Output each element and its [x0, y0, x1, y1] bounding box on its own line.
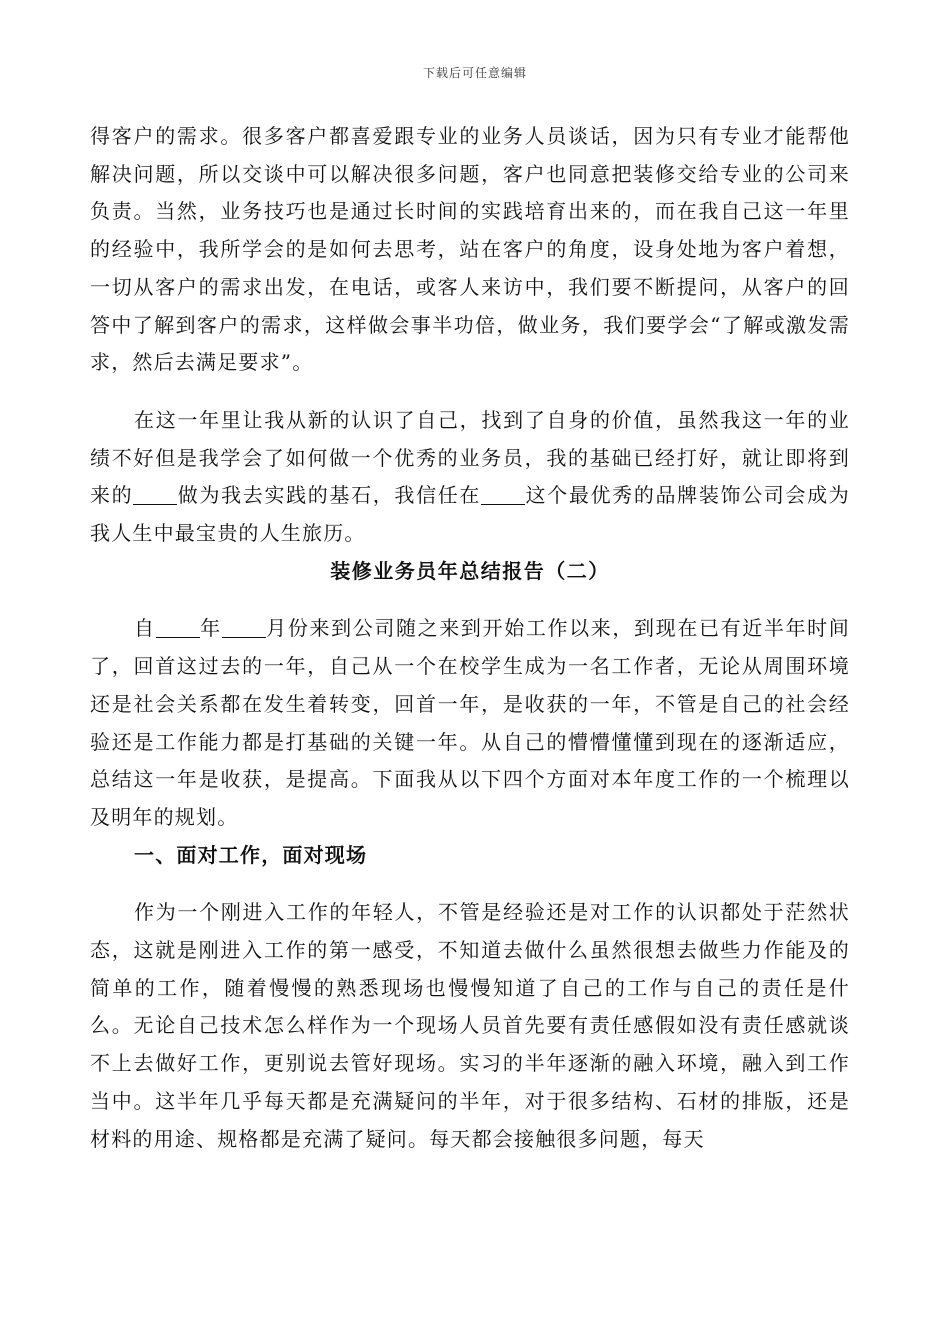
paragraph-3 [90, 610, 850, 836]
header-note: 下载后可任意编辑 [422, 66, 527, 80]
section-title: 装修业务员年总结报告（二） [330, 558, 610, 583]
paragraph-2-text-a: 在这一年里让我从新的认识了自己，找到了自身的价值，虽然我这一年的业绩不好但是我学会了如何做一个优秀的业务员，我的基础已经打好，就让即将到来的 [90, 407, 850, 508]
paragraph-2-text-c: 这个最优秀的品牌装饰公司会成为我人生中最宝贵的人生旅历。 [90, 483, 850, 546]
blank-underline [156, 617, 200, 638]
paragraph-4: 作为一个刚进入工作的年轻人，不管是经验还是对工作的认识都处于茫然状态，这就是刚进入工作的第一感受，不知道去做什么虽然很想去做些力作能及的简单的工作，随着慢慢的熟悉现场也慢慢知道了自己的工作与自己的责任是什么。无论自己技术怎么样作为一个现场人员首先要有责任感假如没有责任感就谈不上去做好工作，更别说去管好现场。实习的半年逐渐的融入环境，融入到工作当中。这半年几乎每天都是充满疑问的半年，对于很多结构、石材的排版，还是材料的用途、规格都是充满了疑问。每天都会接触很多问题，每天 [90, 900, 850, 1151]
sub-heading: 一、面对工作，面对现场 [134, 842, 368, 867]
paragraph-3-text-c: 月份来到公司随之来到开始工作以来，到现在已有近半年时间了，回首这过去的一年，自己从一个在校学生成为一名工作者，无论从周围环境还是社会关系都在发生着转变，回首一年，是收获的一年，不管是自己的社会经验还是工作能力都是打基础的关键一年。从自己的懵懵懂懂到现在的逐渐适应，总结这一年是收获，是提高。下面我从以下四个方面对本年度工作的一个梳理以及明年的规划。 [90, 616, 851, 829]
paragraph-2 [90, 402, 850, 553]
paragraph-2-text-b: 做为我去实践的基石，我信任在 [177, 483, 482, 508]
paragraph-3-text-a: 自 [134, 616, 156, 641]
blank-underline [133, 484, 177, 505]
blank-underline [481, 484, 525, 505]
document-body [90, 118, 850, 1158]
paragraph-3-text-b: 年 [199, 616, 222, 641]
blank-underline [222, 617, 266, 638]
paragraph-1: 得客户的需求。很多客户都喜爱跟专业的业务人员谈话，因为只有专业才能帮他解决问题，所以交谈中可以解决很多问题，客户也同意把装修交给专业的公司来负责。当然，业务技巧也是通过长时间的实践培育出来的，而在我自己这一年里的经验中，我所学会的是如何去思考，站在客户的角度，设身处地为客户着想，一切从客户的需求出发，在电话，或客人来访中，我们要不断提问，从客户的回答中了解到客户的需求，这样做会事半功倍，做业务，我们要学会“了解或激发需求，然后去满足要求”。 [90, 124, 850, 375]
